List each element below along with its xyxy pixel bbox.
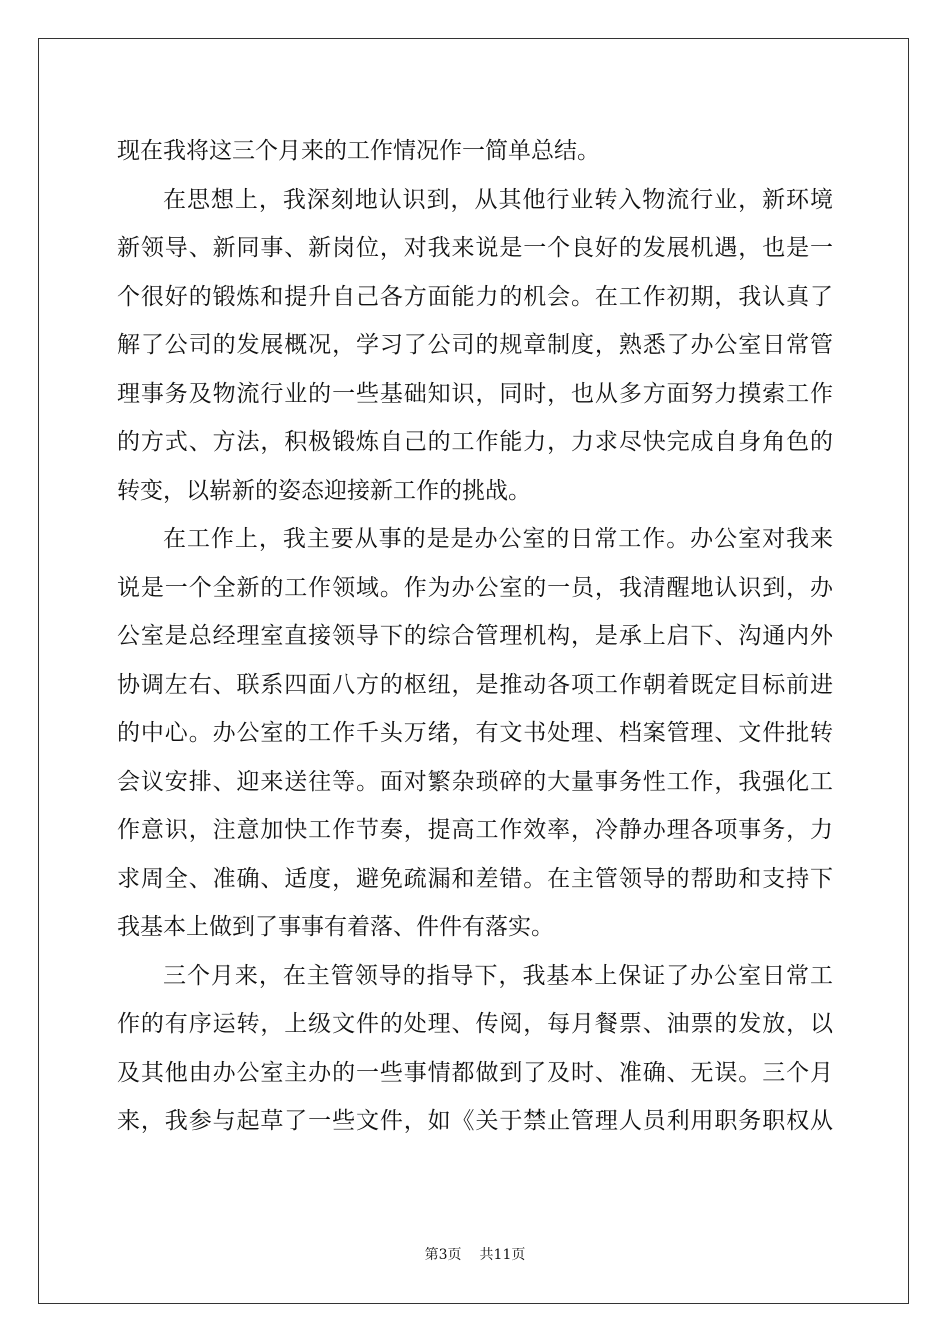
- paragraph-first-line: 三个月来，在主管领导的指导下，我基本上保证了办公室日常工: [163, 962, 833, 989]
- text-line: 及其他由办公室主办的一些事情都做到了及时、准确、无误。三个月: [117, 1059, 833, 1086]
- text-line: 新领导、新同事、新岗位，对我来说是一个良好的发展机遇，也是一: [117, 235, 833, 261]
- text-line: 作的有序运转，上级文件的处理、传阅，每月餐票、油票的发放，以: [117, 1011, 833, 1037]
- text-line: 求周全、准确、适度，避免疏漏和差错。在主管领导的帮助和支持下: [117, 865, 833, 892]
- document-body: [117, 127, 833, 1146]
- page-number: 第3页: [424, 1247, 462, 1263]
- text-line: 现在我将这三个月来的工作情况作一简单总结。: [117, 138, 600, 164]
- text-line: 解了公司的发展概况，学习了公司的规章制度，熟悉了办公室日常管: [117, 332, 833, 358]
- text-line: 转变，以崭新的姿态迎接新工作的挑战。: [117, 477, 531, 504]
- text-line: 会议安排、迎来送往等。面对繁杂琐碎的大量事务性工作，我强化工: [117, 768, 833, 795]
- paragraph-first-line: 在思想上，我深刻地认识到，从其他行业转入物流行业，新环境: [163, 186, 833, 213]
- text-line: 说是一个全新的工作领域。作为办公室的一员，我清醒地认识到，办: [117, 574, 833, 601]
- page-total: 共11页: [479, 1247, 526, 1263]
- page-footer: [0, 1244, 950, 1264]
- text-line: 我基本上做到了事事有着落、件件有落实。: [117, 914, 554, 940]
- text-line: 理事务及物流行业的一些基础知识，同时，也从多方面努力摸索工作: [117, 380, 833, 407]
- paragraph-first-line: 在工作上，我主要从事的是是办公室的日常工作。办公室对我来: [163, 526, 833, 552]
- text-line: 作意识，注意加快工作节奏，提高工作效率，冷静办理各项事务，力: [117, 817, 833, 843]
- text-line: 个很好的锻炼和提升自己各方面能力的机会。在工作初期，我认真了: [117, 283, 833, 310]
- text-line: 的方式、方法，积极锻炼自己的工作能力，力求尽快完成自身角色的: [117, 429, 833, 455]
- text-line: 公室是总经理室直接领导下的综合管理机构，是承上启下、沟通内外: [117, 623, 833, 649]
- text-line: 的中心。办公室的工作千头万绪，有文书处理、档案管理、文件批转: [117, 720, 833, 746]
- text-line: 来，我参与起草了一些文件，如《关于禁止管理人员利用职务职权从: [117, 1108, 833, 1134]
- text-line: 协调左右、联系四面八方的枢纽，是推动各项工作朝着既定目标前进: [117, 671, 833, 698]
